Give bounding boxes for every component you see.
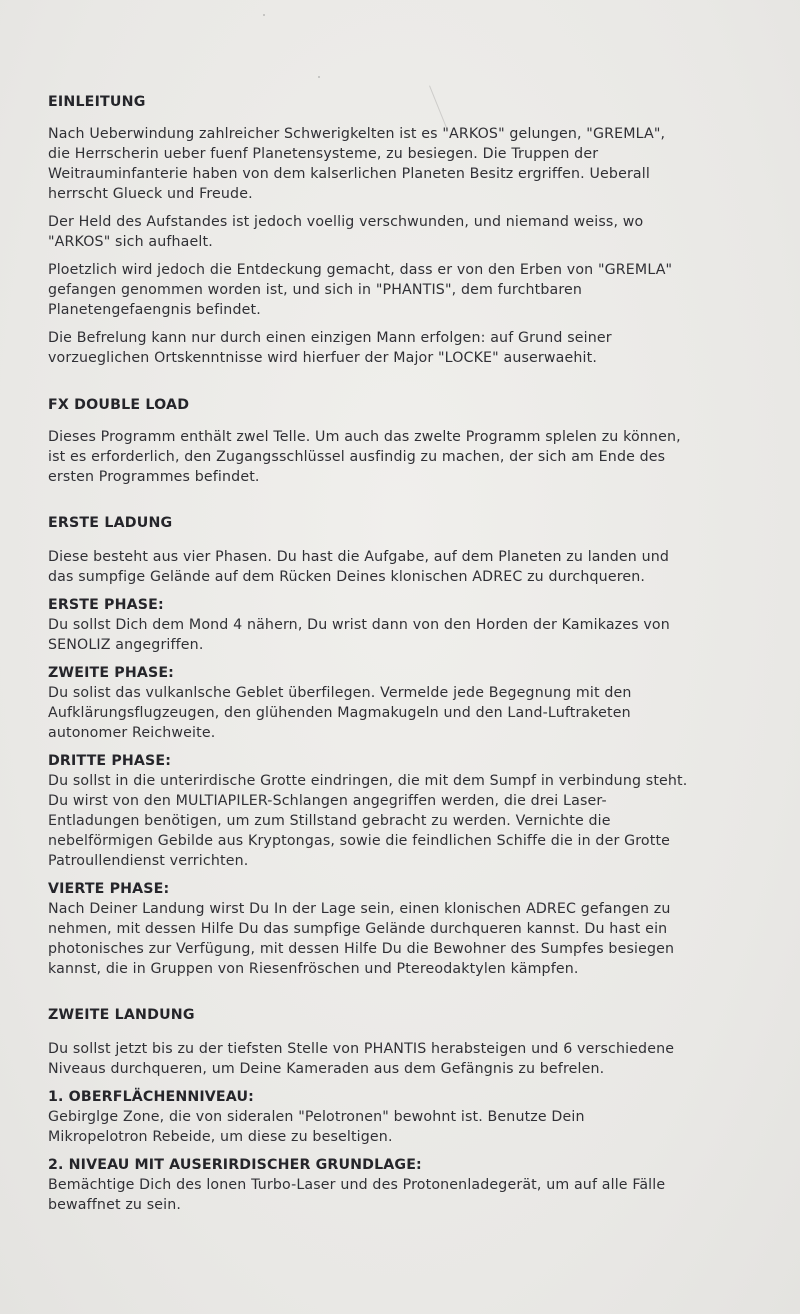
document-body xyxy=(48,92,776,1215)
section-heading-einleitung: EINLEITUNG xyxy=(48,94,146,110)
phase-text: Bemächtige Dich des lonen Turbo-Laser und des Protonenladegerät, um auf alle Fälle bewaffnet zu sein. xyxy=(48,1177,666,1213)
section-heading-fx-double-load: FX DOUBLE LOAD xyxy=(48,397,190,413)
phase-heading: 2. NIVEAU MIT AUSERIRDISCHER GRUNDLAGE: xyxy=(48,1157,422,1173)
section-heading-zweite-landung: ZWEITE LANDUNG xyxy=(48,1007,195,1023)
phase-heading: ZWEITE PHASE: xyxy=(48,665,175,681)
section-heading-erste-ladung: ERSTE LADUNG xyxy=(48,515,173,531)
paper-speck xyxy=(263,14,265,16)
paragraph: Nach Ueberwindung zahlreicher Schwerigkelten ist es "ARKOS" gelungen, "GREMLA", die Herrscherin ueber fuenf Planetensysteme, zu besiegen. Die Truppen der Weitrauminfanterie haben von dem kalserlichen Planeten Besitz ergriffen. Ueberall herrscht Glueck und Freude. xyxy=(48,126,666,202)
phase-heading: ERSTE PHASE: xyxy=(48,597,164,613)
phase-heading: VIERTE PHASE: xyxy=(48,881,170,897)
phase-text: Du sollst Dich dem Mond 4 nähern, Du wrist dann von den Horden der Kamikazes von SENOLIZ angegriffen. xyxy=(48,617,670,653)
phase-heading: DRITTE PHASE: xyxy=(48,753,172,769)
phase-text: Du sollst in die unterirdische Grotte eindringen, die mit dem Sumpf in verbindung steht. Du wirst von den MULTIAPILER-Schlangen angegriffen werden, die drei Laser- Entladungen benötigen, um zum Stillstand gebracht zu werden. Vernichte die nebelförmigen Gebilde aus Kryptongas, sowie die feindlichen Schiffe die in der Grotte Patroullendienst verrichten. xyxy=(48,773,688,869)
paragraph: Dieses Programm enthält zwel Telle. Um auch das zwelte Programm splelen zu können, ist es erforderlich, den Zugangsschlüssel ausfindig zu machen, der sich am Ende des ersten Programmes befindet. xyxy=(48,429,681,485)
phase-text: Du solist das vulkanlsche Geblet überfilegen. Vermelde jede Begegnung mit den Aufklärungsflugzeugen, den glühenden Magmakugeln und den Land-Luftraketen autonomer Reichweite. xyxy=(48,685,632,741)
phase-heading: 1. OBERFLÄCHENNIVEAU: xyxy=(48,1089,254,1105)
phase-text: Nach Deiner Landung wirst Du In der Lage sein, einen klonischen ADREC gefangen zu nehmen, mit dessen Hilfe Du das sumpfige Gelände durchqueren kannst. Du hast ein photonisches zur Verfügung, mit dessen Hilfe Du die Bewohner des Sumpfes besiegen kannst, die in Gruppen von Riesenfröschen und Ptereodaktylen kämpfen. xyxy=(48,901,675,977)
paragraph: Der Held des Aufstandes ist jedoch voellig verschwunden, und niemand weiss, wo "ARKOS" sich aufhaelt. xyxy=(48,214,644,250)
phase-text: Gebirglge Zone, die von sideralen "Pelotronen" bewohnt ist. Benutze Dein Mikropelotron Rebeide, um diese zu beseltigen. xyxy=(48,1109,585,1145)
paragraph: Die Befrelung kann nur durch einen einzigen Mann erfolgen: auf Grund seiner vorzueglichen Ortskenntnisse wird hierfuer der Major "LOCKE" auserwaehit. xyxy=(48,330,612,366)
paragraph: Du sollst jetzt bis zu der tiefsten Stelle von PHANTIS herabsteigen und 6 verschiedene Niveaus durchqueren, um Deine Kameraden aus dem Gefängnis zu befrelen. xyxy=(48,1041,675,1077)
paper-speck xyxy=(318,76,320,78)
paragraph: Ploetzlich wird jedoch die Entdeckung gemacht, dass er von den Erben von "GREMLA" gefangen genommen worden ist, und sich in "PHANTIS", dem furchtbaren Planetengefaengnis befindet. xyxy=(48,262,673,318)
paragraph: Diese besteht aus vier Phasen. Du hast die Aufgabe, auf dem Planeten zu landen und das sumpfige Gelände auf dem Rücken Deines klonischen ADREC zu durchqueren. xyxy=(48,549,670,585)
